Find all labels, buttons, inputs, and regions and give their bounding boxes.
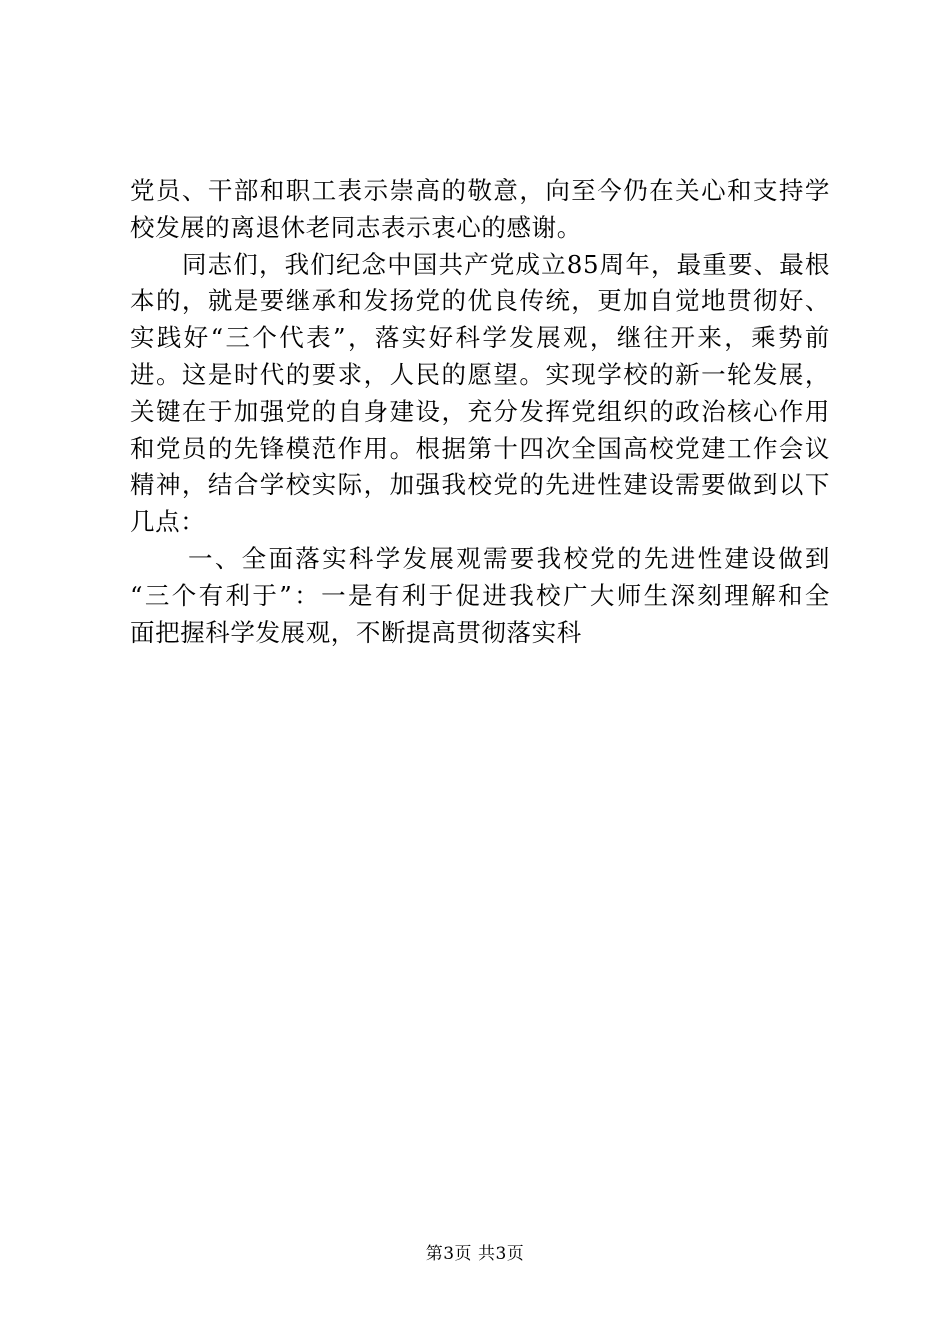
text-line: “三个有利于”：一是有利于促进我校广大师生深刻理解和全 xyxy=(130,580,830,610)
text-line: 校发展的离退休老同志表示衷心的感谢。 xyxy=(130,212,582,242)
text-line: 一、全面落实科学发展观需要我校党的先进性建设做到 xyxy=(188,543,830,573)
text-line: 和党员的先锋模范作用。根据第十四次全国高校党建工作会议 xyxy=(130,433,830,463)
text-line: 同志们，我们纪念中国共产党成立85周年，最重要、最根 xyxy=(182,249,830,279)
text-line: 几点： xyxy=(130,507,206,537)
paragraph-1 xyxy=(130,173,830,247)
text-line: 党员、干部和职工表示崇高的敬意，向至今仍在关心和支持学 xyxy=(130,176,830,205)
paragraph-3 xyxy=(130,541,830,651)
text-line: 关键在于加强党的自身建设，充分发挥党组织的政治核心作用 xyxy=(130,396,830,426)
text-line: 进。这是时代的要求，人民的愿望。实现学校的新一轮发展， xyxy=(130,359,830,389)
page-number-label: 第3页 共3页 xyxy=(425,1244,525,1264)
text-line: 实践好“三个代表”，落实好科学发展观，继往开来，乘势前 xyxy=(130,323,830,353)
text-line: 精神，结合学校实际，加强我校党的先进性建设需要做到以下 xyxy=(130,470,830,500)
document-body xyxy=(130,173,830,651)
paragraph-2 xyxy=(130,247,830,541)
page-footer xyxy=(0,1244,950,1264)
text-line: 本的，就是要继承和发扬党的优良传统，更加自觉地贯彻好、 xyxy=(130,286,830,316)
text-line: 面把握科学发展观，不断提高贯彻落实科 xyxy=(130,617,582,647)
